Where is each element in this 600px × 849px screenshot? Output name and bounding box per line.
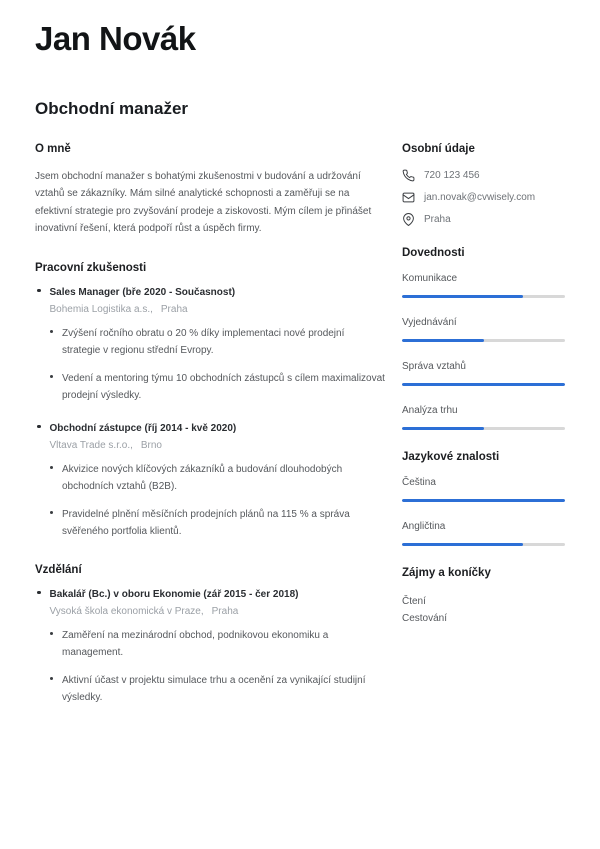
bullet-icon: [37, 289, 41, 293]
bullet-icon: [50, 375, 53, 378]
personal-heading: Osobní údaje: [402, 142, 475, 155]
sidebar-section-skills: [402, 247, 565, 430]
job-entry: [35, 423, 385, 540]
job-bullets: [35, 461, 385, 540]
bullet-icon: [50, 330, 53, 333]
job-title: Obchodní zástupce (říj 2014 - kvě 2020): [49, 422, 237, 434]
job-bullet: [35, 325, 385, 359]
job-bullets: [35, 325, 385, 404]
job-location: Brno: [140, 439, 162, 451]
experience-heading: Pracovní zkušenosti: [35, 261, 147, 274]
skill-bar-track: [402, 339, 565, 342]
skill-item: [402, 405, 565, 430]
sidebar-section-languages: [402, 451, 565, 546]
skill-item: [402, 273, 565, 298]
job-bullet: [35, 506, 385, 540]
language-label: Angličtina: [402, 520, 446, 532]
job-location: Praha: [160, 303, 188, 315]
education-location: Praha: [211, 605, 239, 617]
language-item: [402, 477, 565, 502]
job-org-line: [50, 304, 386, 315]
skill-bar-fill: [402, 427, 484, 430]
skill-bar-fill: [402, 383, 565, 386]
main-column: [35, 143, 385, 730]
hobby-item: Cestování: [402, 612, 448, 624]
skill-bar-fill: [402, 339, 484, 342]
job-bullet: [35, 461, 385, 495]
phone-value: 720 123 456: [424, 169, 480, 181]
job-title-row: [35, 423, 385, 434]
location-value: Praha: [424, 213, 451, 225]
job-bullet-text: Vedení a mentoring týmu 10 obchodních zástupců s cílem maximalizovat prodejní výsledky.: [62, 372, 385, 401]
email-icon: [402, 191, 415, 204]
education-bullet: [35, 672, 385, 706]
education-bullets: [35, 627, 385, 706]
person-job-title: Obchodní manažer: [35, 98, 189, 118]
job-entry: [35, 287, 385, 404]
skill-item: [402, 361, 565, 386]
education-title-row: [35, 589, 385, 600]
job-title-row: [35, 287, 385, 298]
bullet-icon: [50, 677, 53, 680]
sidebar-column: [402, 143, 565, 730]
section-education: [35, 564, 385, 706]
language-bar-track: [402, 499, 565, 502]
skill-bar-track: [402, 295, 565, 298]
education-bullet-text: Zaměření na mezinárodní obchod, podnikovou ekonomiku a management.: [62, 629, 329, 658]
skill-bar-track: [402, 383, 565, 386]
skill-label: Komunikace: [402, 272, 458, 284]
skill-item: [402, 317, 565, 342]
skill-bar-fill: [402, 295, 523, 298]
bullet-icon: [50, 511, 53, 514]
bullet-icon: [37, 591, 41, 595]
education-bullet: [35, 627, 385, 661]
skill-bar-track: [402, 427, 565, 430]
contact-row-email: [402, 191, 565, 204]
location-pin-icon: [402, 213, 415, 226]
job-bullet-text: Zvýšení ročního obratu o 20 % díky implementaci nové prodejní strategie v regionu střední Evropy.: [62, 327, 345, 356]
education-heading: Vzdělání: [35, 563, 82, 576]
about-text: Jsem obchodní manažer s bohatými zkušenostmi v budování a udržování vztahů se zákazníky. Mám silné analytické schopnosti a zaměřuji se na efektivní strategie pro zvyšování prodeje a ziskovosti. Mým cílem je přinášet inovativní řešení, která podpoří růst a úspěch firmy.: [35, 170, 372, 235]
education-org-line: [50, 606, 386, 617]
job-title: Sales Manager (bře 2020 - Současnost): [49, 286, 236, 298]
job-bullet-text: Pravidelné plnění měsíčních prodejních plánů na 115 % a správa svěřeného portfolia klientů.: [62, 508, 350, 537]
email-value: jan.novak@cvwisely.com: [424, 191, 536, 203]
skill-label: Vyjednávání: [402, 316, 457, 328]
language-bar-track: [402, 543, 565, 546]
sidebar-section-hobbies: [402, 567, 565, 627]
section-about: [35, 143, 385, 238]
languages-heading: Jazykové znalosti: [402, 450, 500, 463]
education-school: Vysoká škola ekonomická v Praze,: [49, 605, 204, 617]
bullet-icon: [37, 425, 41, 429]
job-org-line: [50, 440, 386, 451]
section-experience: [35, 262, 385, 540]
bullet-icon: [50, 466, 53, 469]
hobbies-heading: Zájmy a koníčky: [402, 566, 491, 579]
education-title: Bakalář (Bc.) v oboru Ekonomie (zář 2015 - čer 2018): [49, 588, 299, 600]
contact-row-phone: [402, 169, 565, 182]
language-item: [402, 521, 565, 546]
sidebar-section-personal: [402, 143, 565, 226]
education-bullet-text: Aktivní účast v projektu simulace trhu a ocenění za vynikající studijní výsledky.: [62, 674, 366, 703]
job-company: Vltava Trade s.r.o.,: [49, 439, 133, 451]
language-label: Čeština: [402, 476, 436, 488]
hobby-item: Čtení: [402, 595, 426, 607]
person-name: Jan Novák: [35, 20, 196, 57]
skills-heading: Dovednosti: [402, 246, 465, 259]
phone-icon: [402, 169, 415, 182]
job-bullet-text: Akvizice nových klíčových zákazníků a budování dlouhodobých obchodních vztahů (B2B).: [62, 463, 343, 492]
content-columns: [35, 143, 565, 730]
language-bar-fill: [402, 543, 523, 546]
about-heading: O mně: [35, 142, 71, 155]
skill-label: Správa vztahů: [402, 360, 466, 372]
education-entry: [35, 589, 385, 706]
skill-label: Analýza trhu: [402, 404, 458, 416]
language-bar-fill: [402, 499, 565, 502]
contact-row-location: [402, 213, 565, 226]
job-company: Bohemia Logistika a.s.,: [49, 303, 153, 315]
job-bullet: [35, 370, 385, 404]
bullet-icon: [50, 632, 53, 635]
